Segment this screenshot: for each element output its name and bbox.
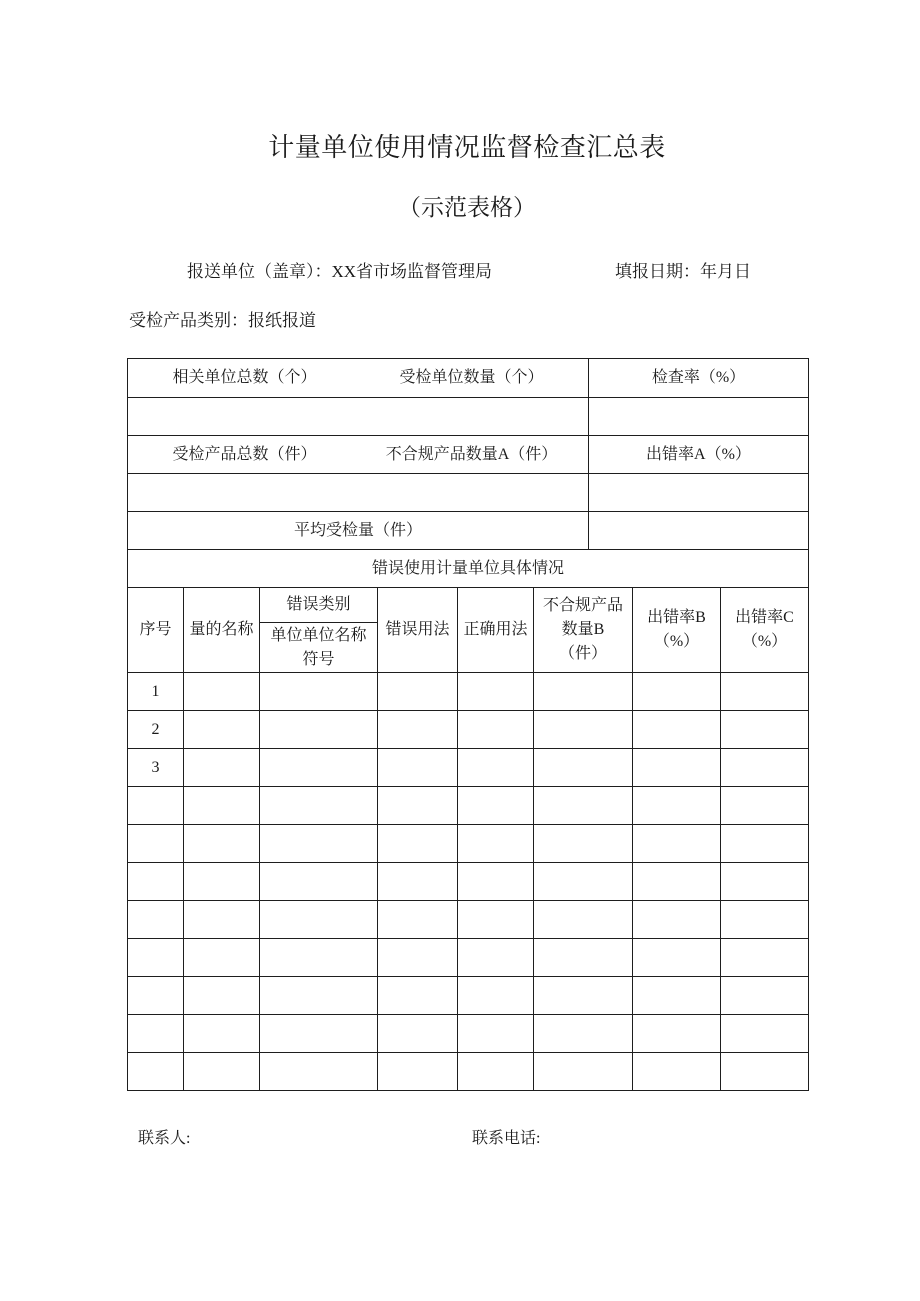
cell-correct-usage (458, 749, 534, 787)
cell-correct-usage (458, 673, 534, 711)
summary-products-pair (131, 443, 585, 467)
document-subtitle: （示范表格） (398, 195, 536, 221)
cell-wrong-usage (378, 673, 458, 711)
header-noncompliant-b-label: 不合规产品数量B (542, 597, 623, 638)
cell-seq (128, 939, 184, 977)
cell-quantity-name (184, 863, 260, 901)
cell-seq: 3 (128, 749, 184, 787)
noncompliant-a-label: 不合规产品数量A（件） (385, 445, 558, 463)
cell-error-rate-c (721, 749, 809, 787)
contact-person: 联系人: (138, 1130, 191, 1147)
cell-correct-usage (458, 863, 534, 901)
cell-error-rate-b (633, 673, 721, 711)
cell-wrong-usage (378, 825, 458, 863)
table-row (128, 901, 809, 939)
cell-error-rate-c (721, 1015, 809, 1053)
cell-error-rate-c (721, 939, 809, 977)
cell-error-rate-b (633, 1053, 721, 1091)
table-row (128, 977, 809, 1015)
table-row (128, 863, 809, 901)
header-error-category: 错误类别 (260, 588, 378, 623)
cell-quantity-name (184, 939, 260, 977)
summary-products-cell (128, 436, 589, 474)
cell-error-unit (260, 825, 378, 863)
cell-error-unit (260, 673, 378, 711)
cell-error-rate-b (633, 901, 721, 939)
cell-noncompliant-b (534, 711, 633, 749)
error-rate-a-label: 出错率A（%） (589, 436, 809, 474)
cell-quantity-name (184, 673, 260, 711)
error-rate-a-value-cell (589, 474, 809, 512)
header-error-subcategory: 单位单位名称符号 (260, 623, 378, 673)
cell-quantity-name (184, 825, 260, 863)
cell-seq (128, 825, 184, 863)
summary-table-wrap (127, 358, 808, 1091)
cell-noncompliant-b (534, 749, 633, 787)
table-row (128, 673, 809, 711)
cell-error-rate-b (633, 863, 721, 901)
table-row (128, 787, 809, 825)
cell-error-unit (260, 977, 378, 1015)
product-category: 受检产品类别：报纸报道 (129, 311, 316, 330)
cell-error-rate-b (633, 711, 721, 749)
header-error-rate-c-label: 出错率C (735, 609, 794, 626)
summary-row-labels-2 (128, 436, 809, 474)
cell-seq (128, 901, 184, 939)
cell-quantity-name (184, 901, 260, 939)
cell-seq (128, 787, 184, 825)
cell-error-unit (260, 1015, 378, 1053)
cell-correct-usage (458, 977, 534, 1015)
cell-error-rate-c (721, 977, 809, 1015)
cell-quantity-name (184, 787, 260, 825)
summary-units-cell (128, 359, 589, 398)
cell-correct-usage (458, 711, 534, 749)
details-body (128, 673, 809, 1091)
cell-correct-usage (458, 1015, 534, 1053)
cell-error-unit (260, 749, 378, 787)
cell-error-rate-c (721, 901, 809, 939)
summary-table (127, 358, 809, 550)
cell-wrong-usage (378, 939, 458, 977)
fill-date: 填报日期：年月日 (615, 262, 751, 281)
cell-quantity-name (184, 1053, 260, 1091)
total-units-label: 相关单位总数（个） (172, 369, 317, 386)
cell-wrong-usage (378, 787, 458, 825)
cell-error-unit (260, 1053, 378, 1091)
header-error-rate-b (633, 588, 721, 673)
cell-seq (128, 1053, 184, 1091)
cell-seq (128, 863, 184, 901)
cell-error-unit (260, 787, 378, 825)
cell-error-rate-b (633, 787, 721, 825)
cell-seq (128, 1015, 184, 1053)
cell-error-rate-c (721, 711, 809, 749)
cell-correct-usage (458, 901, 534, 939)
header-quantity-name: 量的名称 (184, 588, 260, 673)
cell-wrong-usage (378, 977, 458, 1015)
cell-wrong-usage (378, 1053, 458, 1091)
details-table (127, 549, 809, 1091)
details-section-row (128, 550, 809, 588)
header-wrong-usage: 错误用法 (378, 588, 458, 673)
summary-row-average (128, 512, 809, 550)
cell-error-unit (260, 711, 378, 749)
table-row (128, 749, 809, 787)
header-noncompliant-b (534, 588, 633, 673)
inspected-units-label: 受检单位数量（个） (399, 369, 544, 386)
cell-noncompliant-b (534, 673, 633, 711)
inspection-rate-label: 检查率（%） (589, 359, 809, 398)
cell-error-rate-b (633, 939, 721, 977)
cell-quantity-name (184, 1015, 260, 1053)
inspection-rate-value-cell (589, 398, 809, 436)
cell-noncompliant-b (534, 787, 633, 825)
cell-error-rate-b (633, 749, 721, 787)
table-row (128, 711, 809, 749)
cell-wrong-usage (378, 863, 458, 901)
table-row (128, 939, 809, 977)
cell-error-rate-b (633, 1015, 721, 1053)
cell-noncompliant-b (534, 1053, 633, 1091)
cell-wrong-usage (378, 1015, 458, 1053)
cell-noncompliant-b (534, 977, 633, 1015)
details-section-title: 错误使用计量单位具体情况 (128, 550, 809, 588)
cell-quantity-name (184, 749, 260, 787)
avg-inspected-value-cell (589, 512, 809, 550)
cell-correct-usage (458, 939, 534, 977)
total-products-label: 受检产品总数（件） (172, 445, 317, 463)
cell-noncompliant-b (534, 901, 633, 939)
table-row (128, 1015, 809, 1053)
cell-error-rate-c (721, 787, 809, 825)
header-error-rate-b-label: 出错率B (647, 609, 706, 626)
cell-noncompliant-b (534, 863, 633, 901)
summary-row-values-1 (128, 398, 809, 436)
cell-correct-usage (458, 1053, 534, 1091)
avg-inspected-label: 平均受检量（件） (128, 512, 589, 550)
details-header-row-1 (128, 588, 809, 623)
cell-error-rate-c (721, 1053, 809, 1091)
cell-error-rate-c (721, 863, 809, 901)
cell-error-unit (260, 901, 378, 939)
summary-units-pair (131, 366, 585, 390)
units-value-cell (128, 398, 589, 436)
cell-correct-usage (458, 825, 534, 863)
cell-wrong-usage (378, 749, 458, 787)
cell-error-rate-b (633, 977, 721, 1015)
cell-error-rate-b (633, 825, 721, 863)
cell-noncompliant-b (534, 1015, 633, 1053)
summary-row-labels-1 (128, 359, 809, 398)
cell-quantity-name (184, 711, 260, 749)
cell-correct-usage (458, 787, 534, 825)
cell-error-rate-c (721, 825, 809, 863)
cell-error-unit (260, 939, 378, 977)
cell-wrong-usage (378, 711, 458, 749)
header-correct-usage: 正确用法 (458, 588, 534, 673)
header-noncompliant-b-unit: （件） (558, 645, 607, 662)
table-row (128, 825, 809, 863)
submitting-unit: 报送单位（盖章）：XX省市场监督管理局 (187, 262, 493, 281)
header-error-rate-b-unit: （%） (653, 633, 700, 650)
cell-noncompliant-b (534, 825, 633, 863)
summary-row-values-2 (128, 474, 809, 512)
document-title: 计量单位使用情况监督检查汇总表 (268, 133, 666, 163)
header-error-rate-c-unit: （%） (741, 633, 788, 650)
cell-error-rate-c (721, 673, 809, 711)
contact-phone: 联系电话: (472, 1130, 541, 1147)
cell-wrong-usage (378, 901, 458, 939)
cell-error-unit (260, 863, 378, 901)
header-error-rate-c (721, 588, 809, 673)
cell-seq: 1 (128, 673, 184, 711)
products-value-cell (128, 474, 589, 512)
cell-quantity-name (184, 977, 260, 1015)
header-seq: 序号 (128, 588, 184, 673)
cell-noncompliant-b (534, 939, 633, 977)
table-row (128, 1053, 809, 1091)
cell-seq (128, 977, 184, 1015)
cell-seq: 2 (128, 711, 184, 749)
